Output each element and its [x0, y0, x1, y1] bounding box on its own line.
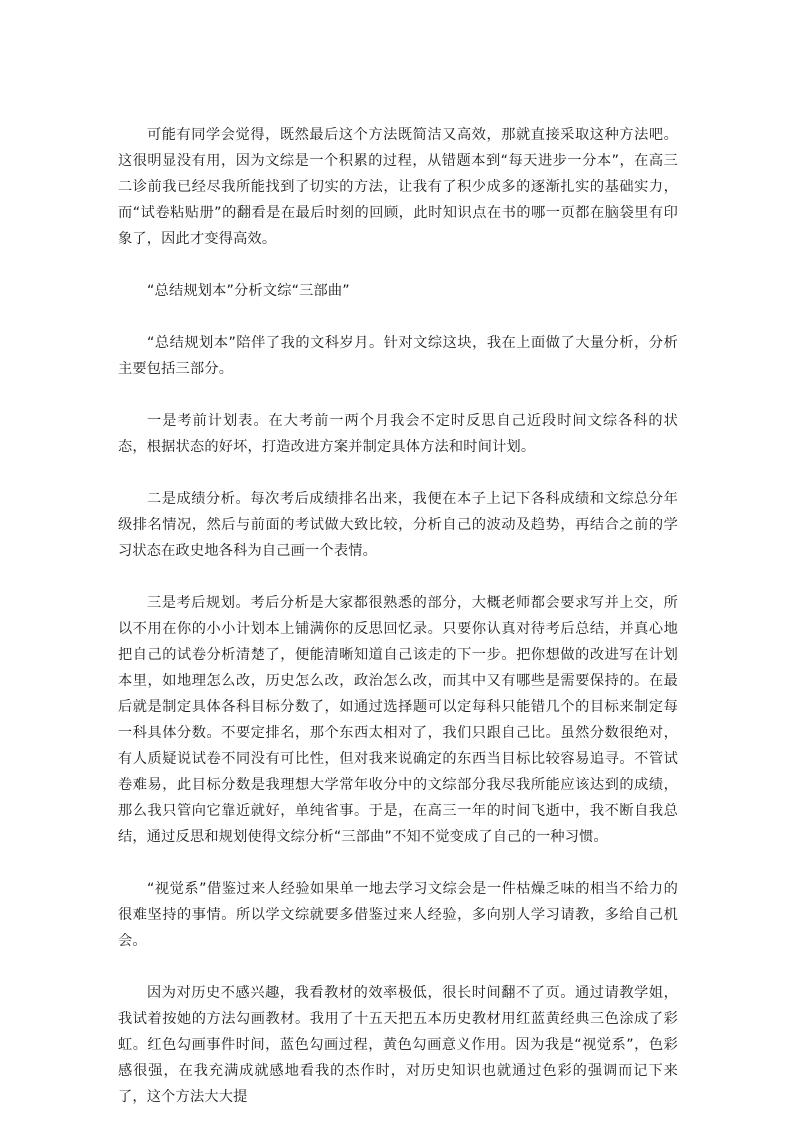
paragraph-1: 可能有同学会觉得，既然最后这个方法既简洁又高效，那就直接采取这种方法吧。这很明显没有用，因为文综是一个积累的过程，从错题本到“每天进步一分本”，在高三二诊前我已经尽我所能找到了切实的方法，让我有了积少成多的逐渐扎实的基础实力，而“试卷粘贴册”的翻看是在最后时刻的回顾，此时知识点在书的哪一页都在脑袋里有印象了，因此才变得高效。 [118, 127, 678, 247]
section-heading-summary-planbook: “总结规划本”分析文综“三部曲” [147, 283, 350, 299]
paragraph-3: “总结规划本”陪伴了我的文科岁月。针对文综这块，我在上面做了大量分析，分析主要包括三部分。 [118, 335, 678, 377]
paragraph-6: 三是考后规划。考后分析是大家都很熟悉的部分，大概老师都会要求写并上交，所以不用在你的小小计划本上铺满你的反思回忆录。只要你认真对待考后总结，并真心地把自己的试卷分析清楚了，便能清晰知道自己该走的下一步。把你想做的改进写在计划本里，如地理怎么改，历史怎么改，政治怎么改，而其中又有哪些是需要保持的。在最后就是制定具体各科目标分数了，如通过选择题可以定每科只能错几个的目标来制定每一科具体分数。不要定排名，那个东西太相对了，我们只跟自己比。虽然分数很绝对，有人质疑说试卷不同没有可比性，但对我来说确定的东西当目标比较容易追寻。不管试卷难易，此目标分数是我理想大学常年收分中的文综部分我尽我所能应该达到的成绩，那么我只管向它靠近就好，单纯省事。于是，在高三一年的时间飞逝中，我不断自我总结，通过反思和规划使得文综分析“三部曲”不知不觉变成了自己的一种习惯。 [118, 595, 678, 845]
paragraph-7: “视觉系”借鉴过来人经验如果单一地去学习文综会是一件枯燥乏味的相当不给力的很难坚持的事情。所以学文综就要多借鉴过来人经验，多向别人学习请教，多给自己机会。 [118, 881, 678, 949]
document-body [118, 122, 678, 1136]
paragraph-4: 一是考前计划表。在大考前一两个月我会不定时反思自己近段时间文综各科的状态，根据状态的好坏，打造改进方案并制定具体方法和时间计划。 [118, 413, 678, 455]
paragraph-8: 因为对历史不感兴趣，我看教材的效率极低，很长时间翻不了页。通过请教学姐，我试着按她的方法勾画教材。我用了十五天把五本历史教材用红蓝黄经典三色涂成了彩虹。红色勾画事件时间，蓝色勾画过程，黄色勾画意义作用。因为我是“视觉系”，色彩感很强，在我充满成就感地看我的杰作时，对历史知识也就通过色彩的强调而记下来了，这个方法大大提 [118, 985, 678, 1105]
paragraph-5: 二是成绩分析。每次考后成绩排名出来，我便在本子上记下各科成绩和文综总分年级排名情况，然后与前面的考试做大致比较，分析自己的波动及趋势，再结合之前的学习状态在政史地各科为自己画一个表情。 [118, 491, 678, 559]
